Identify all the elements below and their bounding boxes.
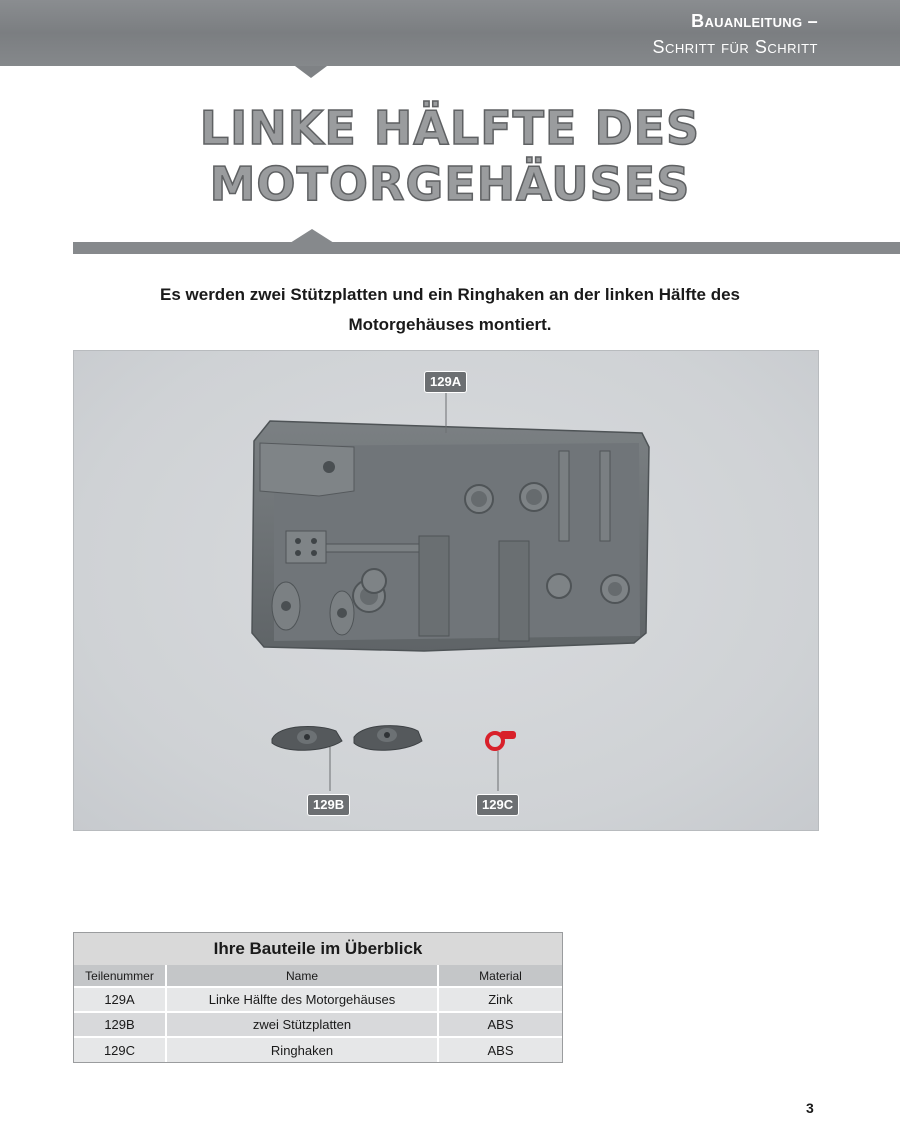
parts-photo-illustration [74, 351, 820, 832]
page-title-line-1: LINKE HÄLFTE DES [199, 101, 701, 155]
table-cell: 129C [74, 1037, 166, 1062]
intro-text [100, 280, 800, 340]
header-section-title [652, 8, 818, 60]
table-row [74, 1012, 562, 1037]
page-title [150, 100, 750, 212]
intro-line-1: Es werden zwei Stützplatten und ein Ringhaken an der linken Hälfte des [160, 285, 740, 304]
page-number: 3 [806, 1100, 814, 1116]
table-cell: ABS [438, 1012, 562, 1037]
intro-line-2: Motorgehäuses montiert. [348, 315, 552, 334]
column-header: Material [438, 965, 562, 987]
header-line-1: Bauanleitung – [691, 11, 818, 31]
title-rule [73, 242, 900, 254]
table-row [74, 987, 562, 1012]
column-header: Name [166, 965, 438, 987]
table-row [74, 1037, 562, 1062]
table-cell: ABS [438, 1037, 562, 1062]
callout-129a: 129A [424, 371, 467, 393]
table-cell: 129B [74, 1012, 166, 1037]
column-header: Teilenummer [74, 965, 166, 987]
parts-table-grid [74, 965, 562, 1062]
callout-129b: 129B [307, 794, 350, 816]
header-line-2: Schritt für Schritt [652, 37, 818, 57]
ring-hook-129c [487, 731, 516, 749]
table-cell: 129A [74, 987, 166, 1012]
header-band [0, 0, 900, 66]
title-rule-notch [290, 229, 334, 243]
callout-129c: 129C [476, 794, 519, 816]
housing-half-129a [252, 421, 649, 651]
parts-table [73, 932, 563, 1063]
table-cell: Ringhaken [166, 1037, 438, 1062]
table-cell: Linke Hälfte des Motorgehäuses [166, 987, 438, 1012]
table-header-row [74, 965, 562, 987]
table-cell: Zink [438, 987, 562, 1012]
parts-photo [73, 350, 819, 831]
support-plates-129b [272, 726, 422, 751]
parts-table-title: Ihre Bauteile im Überblick [74, 933, 562, 965]
page-title-line-2: MOTORGEHÄUSES [209, 157, 691, 211]
table-cell: zwei Stützplatten [166, 1012, 438, 1037]
